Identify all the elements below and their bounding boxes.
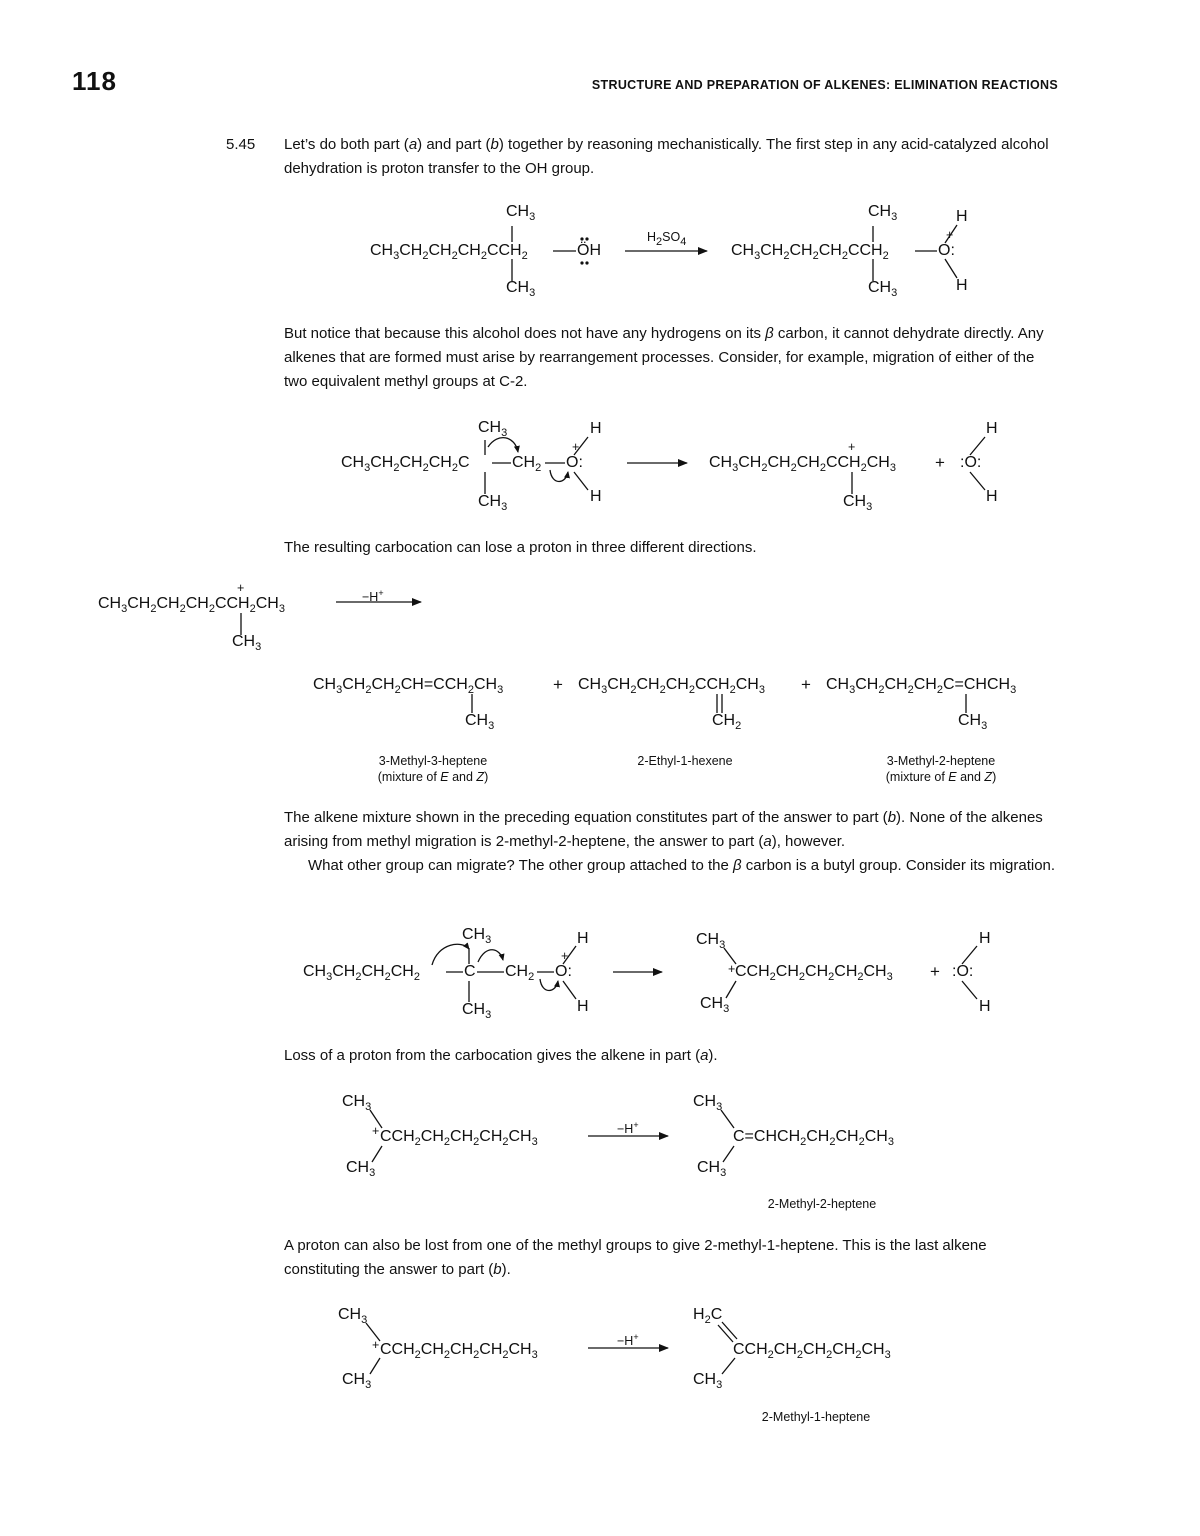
scheme5-product-ch3-top: $CH_3$ — [693, 1093, 723, 1113]
curved-arrow — [432, 944, 469, 965]
paragraph-2: But notice that because this alcohol does not have any hydrogens on its β carbon, it cannot dehydrate directly. Any alkenes that are formed must arise by rearrangement processes. Consider, for example, migration of either of the two equivalent methyl groups at C-2. — [284, 325, 1044, 390]
scheme2-cation-ch3: $CH_3$ — [843, 493, 873, 513]
curved-arrow — [488, 438, 518, 452]
plus-charge: + — [728, 962, 736, 976]
scheme6-cation-chain: $CCH_2CH_2CH_2CH_2CH_3$ — [380, 1341, 538, 1361]
product-2-ch2: $CH_2$ — [712, 712, 742, 732]
plus-sign: + — [935, 453, 945, 472]
scheme4-product-ch3-bottom: $CH_3$ — [700, 995, 730, 1015]
paragraph-5: What other group can migrate? The other group attached to the β carbon is a butyl group. Consider its migration. — [308, 857, 1056, 874]
scheme2-cation-chain: $CH_3CH_2CH_2CH_2CCH_2CH_3$ — [709, 454, 896, 474]
final-product-b-label: 2-Methyl-1-heptene — [761, 1410, 871, 1424]
bond-line — [366, 1323, 380, 1341]
bond-line — [962, 946, 977, 964]
scheme2-chain: $CH_3CH_2CH_2CH_2C$ — [341, 454, 470, 474]
hydrogen-atom: H — [979, 930, 991, 947]
scheme5-cation-chain: $CCH_2CH_2CH_2CH_2CH_3$ — [380, 1128, 538, 1148]
hydrogen-atom: H — [986, 420, 998, 437]
plus-charge: + — [372, 1338, 380, 1352]
scheme1-product-ch3-bottom: $CH_3$ — [868, 279, 898, 299]
bond-line — [945, 259, 957, 278]
hydrogen-atom: H — [956, 208, 968, 225]
scheme4-ch2: $CH_2$ — [505, 963, 535, 983]
product-3-ch3: $CH_3$ — [958, 712, 988, 732]
plus-charge: + — [237, 581, 245, 595]
final-product-a-label: 2-Methyl-2-heptene — [767, 1197, 877, 1211]
plus-sign: + — [930, 962, 940, 981]
scheme1-product-ch3-top: $CH_3$ — [868, 203, 898, 223]
paragraph-1: Let’s do both part (a) and part (b) together by reasoning mechanistically. The first step in any acid-catalyzed alcohol dehydration is proton transfer to the OH group. — [284, 136, 1049, 177]
bond-line — [718, 1325, 733, 1342]
scheme6-ch3-top: $CH_3$ — [338, 1306, 368, 1326]
scheme5-product-ch3-bottom: $CH_3$ — [697, 1159, 727, 1179]
scheme5-ch3-bottom: $CH_3$ — [346, 1159, 376, 1179]
product-1-ch3: $CH_3$ — [465, 712, 495, 732]
hydrogen-atom: H — [590, 488, 602, 505]
scheme2-ch3-top: $CH_3$ — [478, 419, 508, 439]
scheme1-reactant-chain: $CH_3CH_2CH_2CH_2CCH_2$ — [370, 242, 528, 262]
lone-pair-dot — [585, 261, 588, 264]
scheme1-reactant-ch3-bottom: $CH_3$ — [506, 279, 536, 299]
minus-h-reagent: −H+ — [617, 1120, 639, 1137]
product-2-label: 2-Ethyl-1-hexene — [637, 754, 733, 768]
curved-arrow — [478, 950, 503, 962]
curved-arrow — [540, 979, 558, 991]
plus-sign: + — [553, 675, 563, 694]
paragraph-4: The alkene mixture shown in the preceding equation constitutes part of the answer to part (b). None of the alkenes arising from methyl migration is 2-methyl-2-heptene, the answer to part (a), however. — [284, 809, 1043, 850]
scheme4-ch3-top: $CH_3$ — [462, 926, 492, 946]
plus-charge: + — [946, 228, 954, 242]
scheme3-cation-ch3: $CH_3$ — [232, 633, 262, 653]
plus-charge: + — [848, 440, 856, 454]
hydrogen-atom: H — [590, 420, 602, 437]
scheme4-product-chain: $CCH_2CH_2CH_2CH_2CH_3$ — [735, 963, 893, 983]
plus-charge: + — [372, 1124, 380, 1138]
scheme6-ch3-bottom: $CH_3$ — [342, 1371, 372, 1391]
hydrogen-atom: H — [577, 998, 589, 1015]
hydrogen-atom: H — [986, 488, 998, 505]
bond-line — [724, 948, 736, 964]
bond-line — [722, 1322, 737, 1339]
bond-line — [370, 1358, 380, 1374]
scheme6-product-ch3-bottom: $CH_3$ — [693, 1371, 723, 1391]
minus-h-reagent: −H+ — [362, 588, 384, 605]
page-number: 118 — [72, 66, 117, 96]
scheme6-product-h2c: $H_2C$ — [693, 1306, 723, 1326]
scheme4-c: C — [464, 963, 476, 980]
scheme2-ch3-bottom: $CH_3$ — [478, 493, 508, 513]
scheme1-reactant-ch3-top: $CH_3$ — [506, 203, 536, 223]
curved-arrow — [550, 470, 568, 482]
bond-line — [372, 1146, 382, 1162]
minus-h-reagent: −H+ — [617, 1332, 639, 1349]
bond-line — [563, 981, 576, 999]
hydrogen-atom: H — [956, 277, 968, 294]
product-3-label: 3-Methyl-2-heptene (mixture of E and Z) — [885, 754, 997, 784]
scheme3-cation-chain: $CH_3CH_2CH_2CH_2CCH_2CH_3$ — [98, 595, 285, 615]
running-head: STRUCTURE AND PREPARATION OF ALKENES: ELIMINATION REACTIONS — [591, 78, 1058, 92]
scheme1-reactant-oh: ÖH — [577, 242, 601, 259]
bond-line — [574, 437, 588, 455]
paragraph-6: Loss of a proton from the carbocation gives the alkene in part (a). — [284, 1047, 718, 1064]
bond-line — [721, 1110, 734, 1128]
product-1-chain: $CH_3CH_2CH_2CH=CCH_2CH_3$ — [313, 676, 504, 696]
bond-line — [563, 946, 576, 964]
plus-sign: + — [801, 675, 811, 694]
paragraph-3: The resulting carbocation can lose a proton in three different directions. — [284, 539, 757, 556]
product-2-chain: $CH_3CH_2CH_2CH_2CCH_2CH_3$ — [578, 676, 765, 696]
plus-charge: + — [561, 949, 569, 963]
bond-line — [726, 981, 736, 998]
h2so4-reagent: $H_2SO_4$ — [647, 230, 687, 248]
scheme5-product-chain: $C=CHCH_2CH_2CH_2CH_3$ — [733, 1128, 894, 1148]
scheme4-chain: $CH_3CH_2CH_2CH_2$ — [303, 963, 420, 983]
scheme2-oxonium: O: — [566, 454, 583, 471]
scheme6-product-chain: $CCH_2CH_2CH_2CH_2CH_3$ — [733, 1341, 891, 1361]
bond-line — [370, 1110, 382, 1128]
scheme1-product-chain: $CH_3CH_2CH_2CH_2CCH_2$ — [731, 242, 889, 262]
lone-pair-dot — [580, 237, 583, 240]
product-1-label: 3-Methyl-3-heptene (mixture of E and Z) — [377, 754, 489, 784]
bond-line — [574, 472, 588, 490]
bond-line — [970, 472, 985, 490]
plus-charge: + — [572, 440, 580, 454]
problem-number: 5.45 — [226, 136, 256, 153]
scheme4-oxonium: O: — [555, 963, 572, 980]
scheme5-ch3-top: $CH_3$ — [342, 1093, 372, 1113]
bond-line — [945, 225, 957, 243]
scheme4-product-ch3-top: $CH_3$ — [696, 931, 726, 951]
bond-line — [962, 981, 977, 999]
lone-pair-dot — [585, 237, 588, 240]
scheme4-water: :O: — [952, 963, 974, 980]
scheme1-oxonium: O: — [938, 242, 955, 259]
hydrogen-atom: H — [979, 998, 991, 1015]
paragraph-7: A proton can also be lost from one of the methyl groups to give 2-methyl-1-heptene. This is the last alkene constituting the answer to part (b). — [284, 1237, 987, 1278]
bond-line — [970, 437, 985, 455]
bond-line — [722, 1358, 735, 1374]
scheme4-ch3-bottom: $CH_3$ — [462, 1001, 492, 1021]
hydrogen-atom: H — [577, 930, 589, 947]
lone-pair-dot — [580, 261, 583, 264]
bond-line — [723, 1146, 734, 1162]
product-3-chain: $CH_3CH_2CH_2CH_2C=CHCH_3$ — [826, 676, 1017, 696]
scheme2-water: :O: — [960, 454, 982, 471]
scheme2-ch2: $CH_2$ — [512, 454, 542, 474]
